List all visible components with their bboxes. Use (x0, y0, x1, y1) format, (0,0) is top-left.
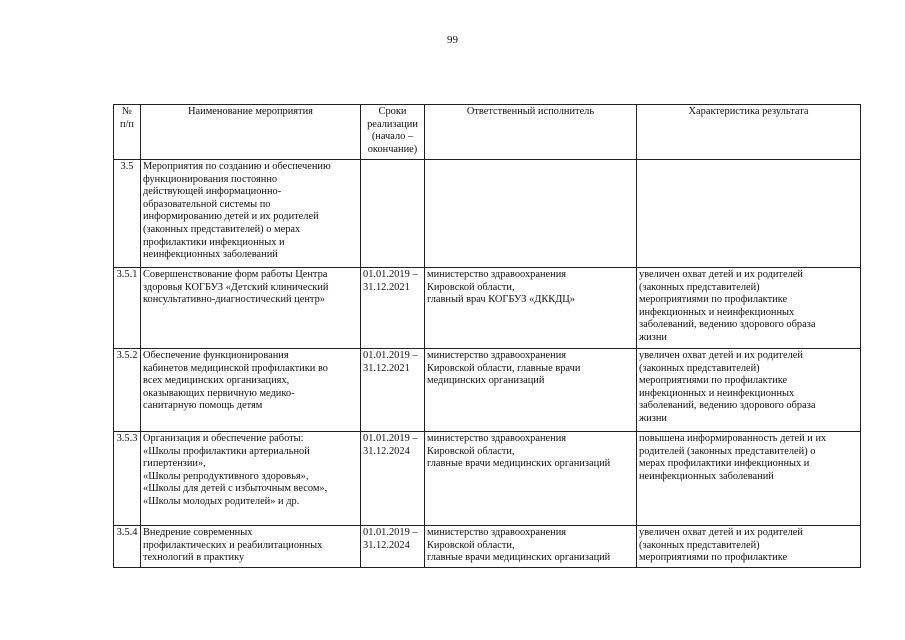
header-dates (361, 105, 425, 160)
name-line: гипертензии», (143, 458, 206, 470)
result-line: мероприятиями по профилактике (639, 375, 788, 387)
header-dates-line: Сроки (378, 106, 407, 117)
dates-cell (361, 160, 425, 268)
name-line: оказывающих первичную медико- (143, 387, 295, 399)
table-row (114, 432, 861, 526)
executor-cell (425, 349, 637, 432)
row-number: 3.5.2 (114, 349, 141, 432)
result-line: (законных представителей) (639, 539, 760, 551)
result-line: жизни (639, 331, 667, 343)
result-line: мероприятиями по профилактике (639, 552, 788, 564)
result-cell (637, 268, 861, 349)
name-line: «Школы репродуктивного здоровья», (143, 470, 309, 482)
name-line: неинфекционных заболеваний (143, 249, 278, 261)
header-result: Характеристика результата (637, 105, 861, 160)
result-line: мероприятиями по профилактике (639, 294, 788, 306)
executor-line: министерство здравоохранения (427, 527, 567, 538)
table-row (114, 160, 861, 268)
dates-cell (361, 432, 425, 526)
result-cell (637, 526, 861, 568)
header-dates-line: реализации (367, 118, 418, 130)
name-line: здоровья КОГБУЗ «Детский клинический (143, 281, 329, 293)
name-cell (141, 268, 361, 349)
result-line: инфекционных и неинфекционных (639, 387, 795, 399)
executor-line: Кировской области, (427, 445, 515, 457)
executor-line: министерство здравоохранения (427, 350, 567, 361)
result-line: (законных представителей) (639, 362, 760, 374)
name-line: профилактических и реабилитационных (143, 539, 323, 551)
executor-line: главные врачи медицинских организаций (427, 552, 611, 564)
executor-line: медицинских организаций (427, 375, 545, 387)
name-line: Совершенствование форм работы Центра (143, 269, 328, 280)
table-row (114, 268, 861, 349)
result-line: родителей (законных представителей) о (639, 445, 816, 457)
executor-line: Кировской области, (427, 281, 515, 293)
dates-line: 01.01.2019 – (363, 269, 418, 280)
name-line: Организация и обеспечение работы: (143, 433, 304, 444)
table-header-row (114, 105, 861, 160)
executor-line: Кировской области, главные врачи (427, 362, 581, 374)
name-line: санитарную помощь детям (143, 400, 263, 412)
result-cell (637, 160, 861, 268)
name-cell (141, 160, 361, 268)
dates-line: 01.01.2019 – (363, 350, 418, 361)
header-name: Наименование мероприятия (141, 105, 361, 160)
dates-cell (361, 268, 425, 349)
name-line: «Школы профилактики артериальной (143, 445, 310, 457)
name-line: Обеспечение функционирования (143, 350, 289, 361)
result-line: неинфекционных заболеваний (639, 470, 774, 482)
name-line: «Школы для детей с избыточным весом», (143, 483, 328, 495)
executor-line: главный врач КОГБУЗ «ДККДЦ» (427, 294, 575, 306)
row-number: 3.5.4 (114, 526, 141, 568)
result-line: заболеваний, ведению здорового образа (639, 319, 816, 331)
result-cell (637, 349, 861, 432)
result-line: мерах профилактики инфекционных и (639, 458, 810, 470)
header-dates-line: (начало – (371, 131, 414, 143)
row-number: 3.5.1 (114, 268, 141, 349)
result-line: заболеваний, ведению здорового образа (639, 400, 816, 412)
name-line: образовательной системы по (143, 198, 271, 210)
executor-line: Кировской области, (427, 539, 515, 551)
executor-cell (425, 268, 637, 349)
name-line: Внедрение современных (143, 527, 253, 538)
dates-line: 31.12.2021 (363, 362, 410, 374)
dates-cell (361, 349, 425, 432)
executor-line: министерство здравоохранения (427, 433, 567, 444)
executor-cell (425, 526, 637, 568)
table-row (114, 526, 861, 568)
table-row (114, 349, 861, 432)
name-line: (законных представителей) о мерах (143, 223, 301, 235)
result-cell (637, 432, 861, 526)
dates-line: 31.12.2021 (363, 281, 410, 293)
name-line: всех медицинских организациях, (143, 375, 290, 387)
header-executor: Ответственный исполнитель (425, 105, 637, 160)
name-line: кабинетов медицинской профилактики во (143, 362, 328, 374)
name-line: функционирования постоянно (143, 173, 278, 185)
dates-line: 01.01.2019 – (363, 527, 418, 538)
dates-line: 31.12.2024 (363, 445, 410, 457)
result-line: жизни (639, 412, 667, 424)
result-line: (законных представителей) (639, 281, 760, 293)
row-number: 3.5 (114, 160, 141, 268)
header-num-line: № (122, 106, 132, 117)
table-body (114, 160, 861, 568)
executor-cell (425, 160, 637, 268)
name-line: информированию детей и их родителей (143, 211, 319, 223)
name-cell (141, 526, 361, 568)
page-number: 99 (447, 34, 458, 46)
name-cell (141, 349, 361, 432)
name-line: «Школы молодых родителей» и др. (143, 495, 300, 507)
name-line: технологий в практику (143, 552, 245, 564)
dates-cell (361, 526, 425, 568)
plan-table (113, 104, 861, 568)
result-line: инфекционных и неинфекционных (639, 306, 795, 318)
name-cell (141, 432, 361, 526)
name-line: Мероприятия по созданию и обеспечению (143, 161, 331, 172)
executor-cell (425, 432, 637, 526)
executor-line: главные врачи медицинских организаций (427, 458, 611, 470)
dates-line: 01.01.2019 – (363, 433, 418, 444)
name-line: профилактики инфекционных и (143, 236, 285, 248)
result-line: повышена информированность детей и их (639, 433, 827, 444)
dates-line: 31.12.2024 (363, 539, 410, 551)
name-line: консультативно-диагностический центр» (143, 294, 325, 306)
name-line: действующей информационно- (143, 186, 282, 198)
result-line: увеличен охват детей и их родителей (639, 350, 803, 361)
header-num (114, 105, 141, 160)
executor-line: министерство здравоохранения (427, 269, 567, 280)
row-number: 3.5.3 (114, 432, 141, 526)
result-line: увеличен охват детей и их родителей (639, 269, 803, 280)
header-num-line: п/п (119, 118, 134, 130)
result-line: увеличен охват детей и их родителей (639, 527, 803, 538)
header-dates-line: окончание) (367, 143, 418, 155)
